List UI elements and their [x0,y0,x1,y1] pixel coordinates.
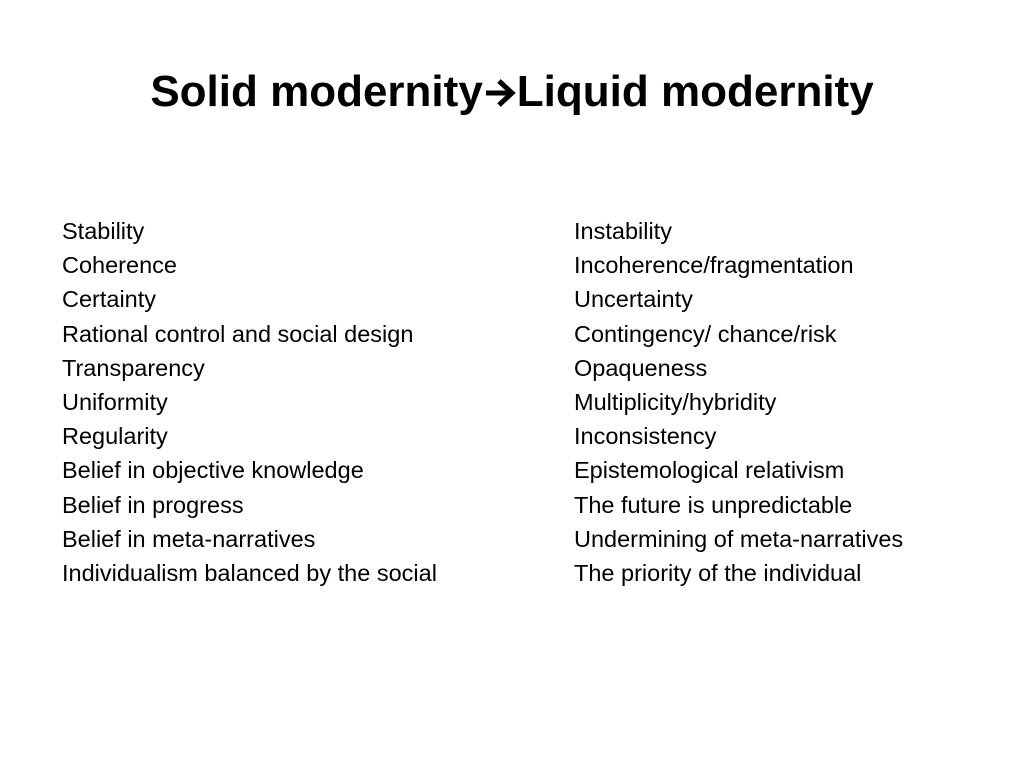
list-item: Contingency/ chance/risk [574,320,837,347]
list-item: Rational control and social design [62,320,414,347]
list-item: Multiplicity/hybridity [574,389,777,416]
list-item: The priority of the individual [574,560,862,587]
list-item: Belief in objective knowledge [62,457,364,484]
right-arrow-icon [484,78,516,108]
list-item: Epistemological relativism [574,457,845,484]
list-item: Individualism balanced by the social [62,560,437,587]
title-liquid-modernity: Liquid modernity [516,67,874,117]
list-item: The future is unpredictable [574,491,853,518]
list-item: Opaqueness [574,354,708,381]
list-item: Incoherence/fragmentation [574,252,854,279]
list-item: Uniformity [62,389,168,416]
solid-modernity-list [62,214,532,590]
list-item: Coherence [62,252,177,279]
list-item: Instability [574,218,672,244]
list-item: Undermining of meta-narratives [574,525,904,552]
list-item: Transparency [62,354,205,381]
slide-title [0,59,1024,125]
list-item: Certainty [62,286,157,313]
list-item: Uncertainty [574,286,693,313]
list-item: Stability [62,218,145,244]
list-item: Belief in progress [62,491,244,518]
list-item: Regularity [62,423,168,450]
liquid-modernity-list [574,214,1014,590]
title-solid-modernity: Solid modernity [150,67,483,117]
list-item: Belief in meta-narratives [62,525,316,552]
list-item: Inconsistency [574,423,717,450]
